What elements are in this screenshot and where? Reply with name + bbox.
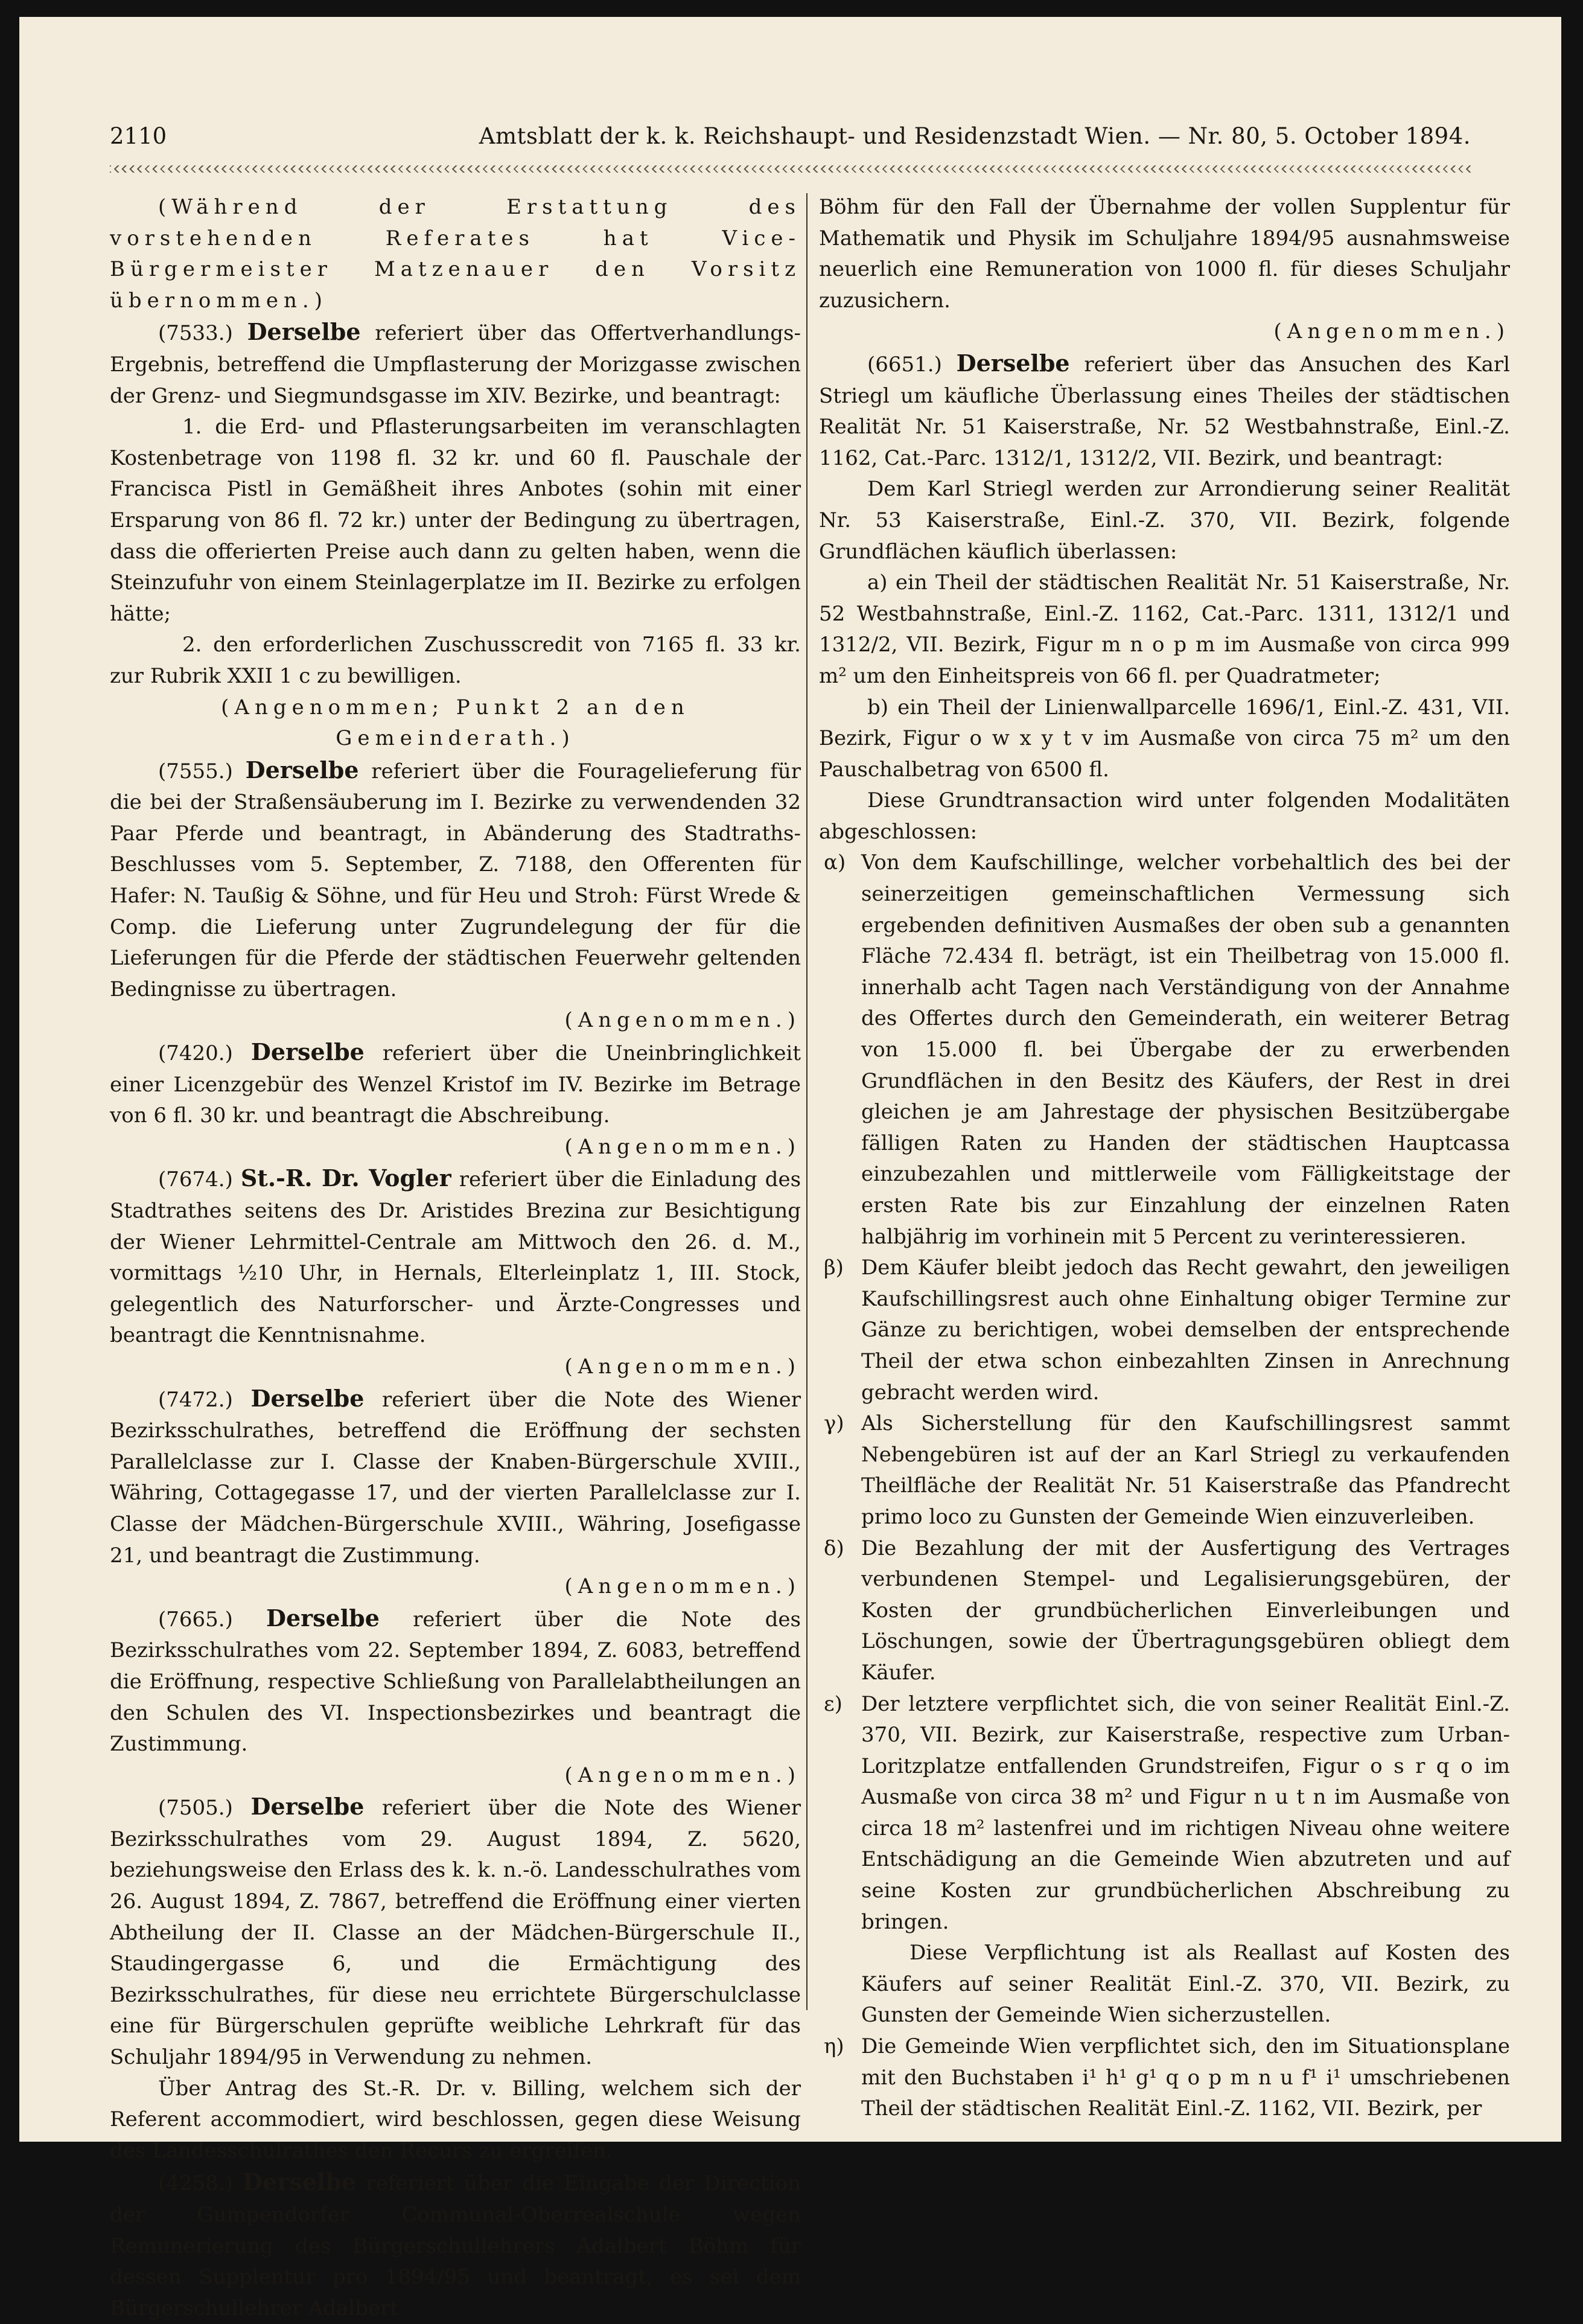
paragraph: Diese Grundtransaction wird unter folgenden Modalitäten abgeschlossen: — [819, 788, 1510, 844]
list-item — [819, 848, 1510, 1253]
item-label: γ) — [824, 1411, 844, 1436]
list-item — [819, 2031, 1510, 2125]
entry-number: (7674.) — [158, 1167, 233, 1192]
item-text: Diese Verpflichtung ist als Reallast auf Kosten des Käufers auf seiner Realität Einl.-Z. 370, VII. Bezirk, zu Gunsten der Gemeinde Wien sicherzustellen. — [861, 1941, 1510, 2028]
speaker-name: Derselbe — [250, 1793, 365, 1821]
paragraph: 2. den erforderlichen Zuschusscredit von 7165 fl. 33 kr. zur Rubrik XXII 1 c zu bewilligen. — [110, 633, 801, 688]
column-divider — [806, 193, 807, 2010]
resolution: (Angenommen.) — [564, 1354, 801, 1379]
item-label: δ) — [824, 1536, 844, 1560]
entry-number: (7665.) — [158, 1607, 233, 1632]
entry-text: referiert über das Ansuchen des Karl Striegl um käufliche Überlassung eines Theiles der städtischen Realität Nr. 51 Kaiserstraße, Nr. 52 Westbahnstraße, Einl.-Z. 1162, Cat.-Parc. 1312/1, 1312/2, VII. Bezirk, und beantragt: — [819, 352, 1510, 470]
entry-text: referiert über die Note des Wiener Bezirksschulrathes, betreffend die Eröffnung der sechsten Parallelclasse zur I. Classe der Knaben-Bürgerschule XVIII., Währing, Cottagegasse 17, und der vierten Parallelclasse zur I. Classe der Mädchen-Bürgerschule XVIII., Währing, Josefigasse 21, und beantragt die Zustimmung. — [110, 1387, 801, 1568]
paragraph — [110, 1383, 801, 1572]
paragraph — [110, 755, 801, 1006]
paragraph — [110, 1036, 801, 1132]
paragraph — [819, 348, 1510, 474]
speaker-name: Derselbe — [250, 1384, 365, 1412]
paragraph — [110, 1163, 801, 1352]
speaker-name: Derselbe — [250, 1038, 365, 1066]
speaker-name: Derselbe — [247, 318, 361, 346]
page-header — [110, 118, 1471, 155]
item-text: Dem Käufer bleibt jedoch das Recht gewahrt, den jeweiligen Kaufschillingsrest auch ohne Einhaltung obiger Termine zur Gänze zu berichtigen, wobei demselben der entsprechende Theil der etwa schon einbezahlten Zinsen in Anrechnung gebracht werden wird. — [861, 1256, 1510, 1405]
entry-text: referiert über die Uneinbringlichkeit einer Licenzgebür des Wenzel Kristof im IV. Bezirke im Betrage von 6 fl. 30 kr. und beantragt die Abschreibung. — [110, 1041, 801, 1128]
paragraph — [110, 1791, 801, 2073]
paragraph: a) ein Theil der städtischen Realität Nr. 51 Kaiserstraße, Nr. 52 Westbahnstraße, Einl.-Z. 1162, Cat.-Parc. 1311, 1312/1 und 1312/2, VII. Bezirk, Figur m n o p m im Ausmaße von circa 999 m² um den Einheitspreis von 66 fl. per Quadratmeter; — [819, 570, 1510, 688]
running-title: Amtsblatt der k. k. Reichshaupt- und Residenzstadt Wien. — Nr. 80, 5. October 1894. — [479, 123, 1471, 149]
resolution: (Angenommen.) — [564, 1763, 801, 1787]
entry-number: (7533.) — [158, 321, 233, 346]
item-text: Von dem Kaufschillinge, welcher vorbehaltlich des bei der seinerzeitigen gemeinschaftlichen Vermessung sich ergebenden definitiven Ausmaßes der oben sub a genannten Fläche 72.434 fl. beträgt, ist ein Theilbetrag von 15.000 fl. innerhalb acht Tagen nach Verständigung von der Annahme des Offertes durch den Gemeinderath, ein weiterer Betrag von 15.000 fl. bei Übergabe der zu erwerbenden Grundflächen in den Besitz des Käufers, der Rest in drei gleichen je am Jahrestage der physischen Besitzübergabe fälligen Raten zu Handen der städtischen Hauptcassa einzubezahlen und mittlerweile vom Fälligkeitstage der ersten Rate bis zur Einzahlung der einzelnen Raten halbjährig im vorhinein mit 5 Percent zu verinteressieren. — [861, 851, 1510, 1249]
list-item — [819, 1408, 1510, 1533]
paragraph — [110, 1603, 801, 1760]
entry-text: referiert über das Offertverhandlungs-Ergebnis, betreffend die Umpflasterung der Morizgasse zwischen der Grenz- und Siegmundsgasse im XIV. Bezirke, und beantragt: — [110, 321, 801, 408]
paragraph: (Während der Erstattung des vorstehenden Referates hat Vice-Bürgermeister Matzenauer den Vorsitz übernommen.) — [110, 195, 801, 313]
paragraph: Über Antrag des St.-R. Dr. v. Billing, welchem sich der Referent accommodiert, wird beschlossen, gegen diese Weisung des Landesschulrathes den Recurs zu ergreifen. — [110, 2076, 801, 2163]
document-page — [19, 17, 1561, 2320]
page-number: 2110 — [110, 123, 167, 149]
entry-number: (7472.) — [158, 1387, 233, 1412]
paragraph: 1. die Erd- und Pflasterungsarbeiten im veranschlagten Kostenbetrage von 1198 fl. 32 kr. und 60 fl. Pauschale der Francisca Pistl in Gemäßheit ihres Anbotes (sohin mit einer Ersparung von 86 fl. 72 kr.) unter der Bedingung zu übertragen, dass die offerierten Preise auch dann zu gelten haben, wenn die Steinzufuhr von einem Steinlagerplatze im II. Bezirke zu erfolgen hätte; — [110, 415, 801, 626]
entry-number: (6651.) — [867, 352, 942, 377]
entry-text: referiert über die Fouragelieferung für die bei der Straßensäuberung im I. Bezirke zu verwendenden 32 Paar Pferde und beantragt, in Abänderung des Stadtraths-Beschlusses vom 5. September, Z. 7188, den Offerenten für Hafer: N. Taußig & Söhne, und für Heu und Stroh: Fürst Wrede & Comp. die Lieferung unter Zugrundelegung der für die Lieferungen für die Pferde der städtischen Feuerwehr geltenden Bedingnisse zu übertragen. — [110, 759, 801, 1001]
list-item — [819, 1253, 1510, 1408]
paragraph — [110, 2166, 801, 2324]
item-label: ε) — [824, 1691, 842, 1716]
entry-text: referiert über die Einladung des Stadtrathes seitens des Dr. Aristides Brezina zur Besichtigung der Wiener Lehrmittel-Centrale am Mittwoch den 26. d. M., vormittags ½10 Uhr, in Hernals, Elterleinplatz 1, III. Stock, gelegentlich des Naturforscher- und Ärzte-Congresses und beantragt die Kenntnisnahme. — [110, 1167, 801, 1348]
speaker-name: Derselbe — [243, 2168, 357, 2196]
item-label: β) — [824, 1256, 844, 1280]
speaker-name: St.-R. Dr. Vogler — [240, 1164, 451, 1192]
item-text: Die Bezahlung der mit der Ausfertigung des Vertrages verbundenen Stempel- und Legalisierungsgebüren, der Kosten der grundbücherlichen Einverleibungen und Löschungen, sowie der Übertragungsgebüren obliegt dem Käufer. — [861, 1536, 1510, 1685]
entry-number: (7505.) — [158, 1796, 233, 1821]
item-label: α) — [824, 851, 846, 875]
item-label: η) — [824, 2034, 844, 2059]
item-text: Der letztere verpflichtet sich, die von seiner Realität Einl.-Z. 370, VII. Bezirk, zur Kaiserstraße, respective zum Urban-Loritzplatze entfallenden Grundstreifen, Figur o s r q o im Ausmaße von circa 38 m² und Figur n u t n im Ausmaße von circa 18 m² lastenfrei und im richtigen Niveau ohne weitere Entschädigung an die Gemeinde Wien abzutreten und auf seine Kosten zur grundbücherlichen Abschreibung zu bringen. — [861, 1691, 1510, 1934]
entry-number: (7555.) — [158, 759, 233, 784]
list-item — [819, 1533, 1510, 1689]
left-column — [110, 192, 801, 2324]
paragraph — [110, 316, 801, 412]
paragraph: b) ein Theil der Linienwallparcelle 1696/1, Einl.-Z. 431, VII. Bezirk, Figur o w x y t v im Ausmaße von circa 75 m² um den Pauschalbetrag von 6500 fl. — [819, 695, 1510, 782]
item-text: Als Sicherstellung für den Kaufschillingsrest sammt Nebengebüren ist auf der an Karl Striegl zu verkaufenden Theilfläche der Realität Nr. 51 Kaiserstraße das Pfandrecht primo loco zu Gunsten der Gemeinde Wien einzuverleiben. — [861, 1411, 1510, 1529]
speaker-name: Derselbe — [956, 349, 1070, 377]
entry-text: referiert über die Eingabe der Direction der Gumpendorfer Communal-Oberrealschule wegen Remunerierung des Bürgerschullehrers Adalbert Böhm für dessen Supplentur pro 1894/95 und beantragt, es sei dem Bürgerschullehrer Adalbert — [110, 2171, 801, 2320]
right-column — [819, 192, 1510, 2125]
resolution: (Angenommen.) — [1273, 319, 1510, 344]
speaker-name: Derselbe — [266, 1604, 380, 1632]
speaker-name: Derselbe — [245, 756, 359, 784]
resolution: (Angenommen; Punkt 2 an den Gemeinderath.) — [221, 695, 690, 751]
entry-number: (7420.) — [158, 1041, 233, 1066]
resolution: (Angenommen.) — [564, 1008, 801, 1033]
list-item — [819, 1689, 1510, 2032]
resolution: (Angenommen.) — [564, 1134, 801, 1159]
entry-text: referiert über die Note des Wiener Bezirksschulrathes vom 29. August 1894, Z. 5620, beziehungsweise den Erlass des k. k. n.-ö. Landesschulrathes vom 26. August 1894, Z. 7867, betreffend die Eröffnung einer vierten Abtheilung der II. Classe an der Mädchen-Bürgerschule II., Staudingergasse 6, und die Ermächtigung des Bezirksschulrathes, für diese neu errichtete Bürgerschulclasse eine für Bürgerschulen geprüfte weibliche Lehrkraft für das Schuljahr 1894/95 in Verwendung zu nehmen. — [110, 1796, 801, 2070]
resolution: (Angenommen.) — [564, 1574, 801, 1599]
header-rule — [110, 165, 1471, 173]
paragraph: Dem Karl Striegl werden zur Arrondierung seiner Realität Nr. 53 Kaiserstraße, Einl.-Z. 370, VII. Bezirk, folgende Grundflächen käuflich überlassen: — [819, 477, 1510, 564]
entry-number: (4258.) — [158, 2171, 233, 2196]
paragraph: Böhm für den Fall der Übernahme der vollen Supplentur für Mathematik und Physik im Schuljahre 1894/95 ausnahmsweise neuerlich eine Remuneration von 1000 fl. für dieses Schuljahr zuzusichern. — [819, 195, 1510, 313]
item-text: Die Gemeinde Wien verpflichtet sich, den im Situationsplane mit den Buchstaben i¹ h¹ g¹ q o p m n u f¹ i¹ umschriebenen Theil der städtischen Realität Einl.-Z. 1162, VII. Bezirk, per — [861, 2034, 1510, 2121]
entry-text: referiert über die Note des Bezirksschulrathes vom 22. September 1894, Z. 6083, betreffend die Eröffnung, respective Schließung von Parallelabtheilungen an den Schulen des VI. Inspectionsbezirkes und beantragt die Zustimmung. — [110, 1607, 801, 1757]
